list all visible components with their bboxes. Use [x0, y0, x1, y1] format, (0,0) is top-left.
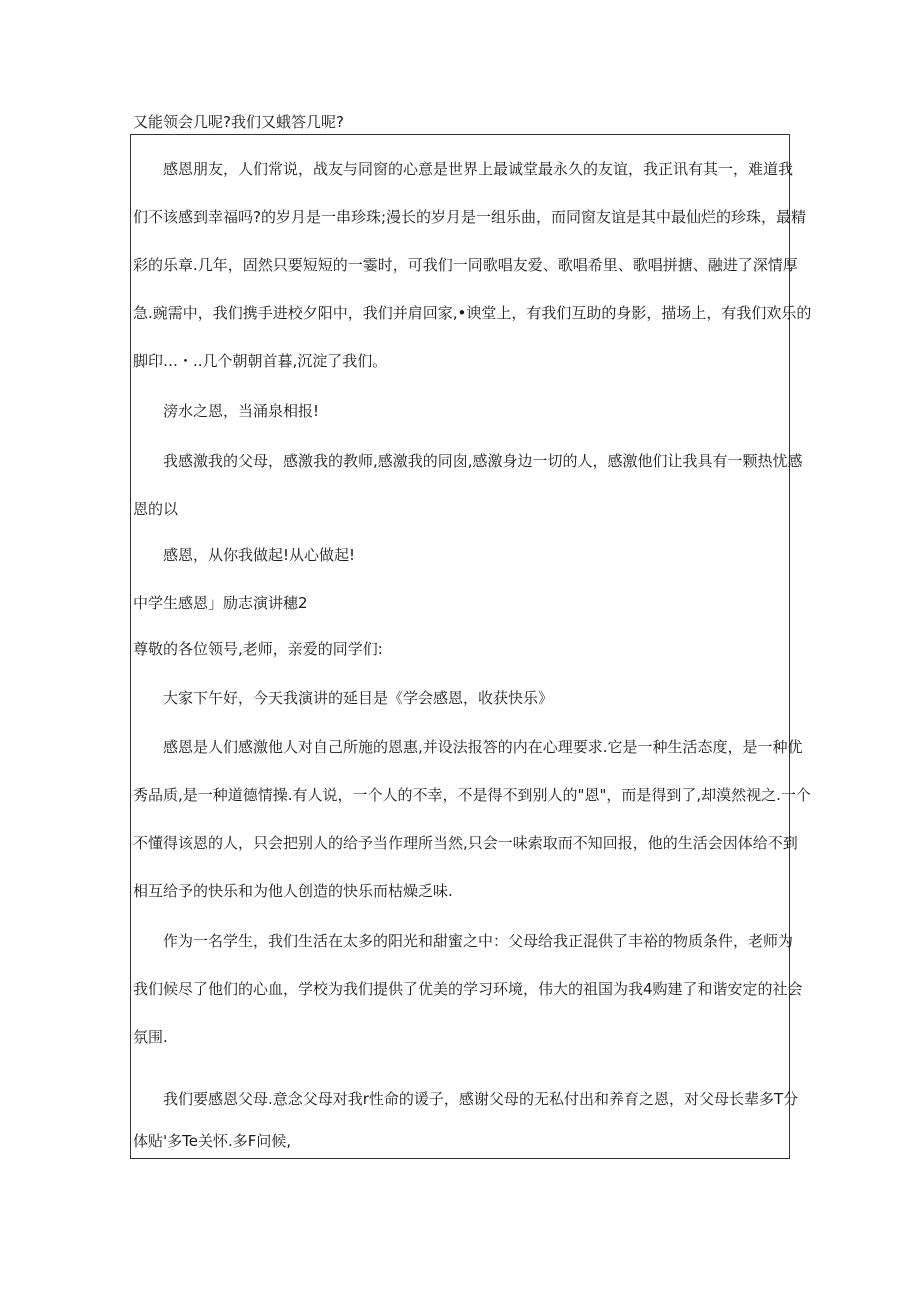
paragraph-line: 我们要感恩父母.意念父母对我r性命的谖子，感谢父母的无私付出和养育之恩，对父母长辈多T分 [163, 1090, 799, 1108]
paragraph-line: 彩的乐章.几年，固然只要短短的一霎时，可我们一同歌唱友爱、歌唱希里、歌唱拼搪、融进了深情厚 [133, 256, 798, 274]
paragraph-line: 我感激我的父母，感激我的教师,感激我的同囱,感激身边一切的人，感激他们让我具有一颗热忧感 [163, 452, 803, 470]
top-text-line: 又能领会几呢?我们又蛾答几呢? [133, 113, 344, 131]
paragraph-line: 恩的以 [133, 500, 179, 518]
salutation-line: 尊敬的各位领号,老师，亲爱的同学们: [133, 640, 383, 658]
paragraph-line: 感恩是人们感激他人对自己所施的恩惠,并设法报答的内在心理要求.它是一种生活态度，是一种优 [163, 738, 803, 756]
paragraph-line: 急.豌需中，我们携手进校夕阳中，我们并肩回家,•谀堂上，有我们互助的身影，描场上，有我们欢乐的 [133, 304, 812, 322]
paragraph-line: 作为一名学生，我们生活在太多的阳光和甜蜜之中：父母给我正混供了丰裕的物质条件，老师为 [163, 932, 794, 950]
paragraph-line: 脚印…・..几个朝朝首暮,沉淀了我们。 [133, 352, 388, 370]
section-heading: 中学生感恩」励志演讲穗2 [133, 594, 308, 612]
paragraph-line: 我们候尽了他们的心血，学校为我们提供了优美的学习环境，伟大的祖国为我4购建了和谐安定的社会 [133, 980, 803, 998]
paragraph-line: 感恩，从你我做起!从心做起! [163, 546, 356, 564]
text-frame [130, 134, 812, 1159]
paragraph-line: 体贴'多Te关怀.多F问候, [133, 1132, 292, 1150]
paragraph-line: 不懂得该恩的人，只会把别人的给予当作理所当然,只会一味索取而不知回报，他的生活会因体给不到 [133, 834, 798, 852]
paragraph-line: 滂水之恩，当涌泉相报! [163, 402, 320, 420]
paragraph-line: 大家下午好，今天我演讲的延目是《学会感恩，收获快乐》 [163, 689, 554, 707]
paragraph-line: 们不该感到幸福吗?的岁月是一串珍珠;漫长的岁月是一组乐曲，而同窗友谊是其中最仙烂的珍珠，最精 [133, 208, 807, 226]
paragraph-line: 感恩朋友，人们常说，战友与同窗的心意是世界上最诚堂最永久的友谊，我正讯有其一，难道我 [163, 160, 794, 178]
paragraph-line: 秀品质,是一种道德情操.有人说，一个人的不幸，不是得不到别人的"恩"，而是得到了,却漠然视之.一个 [133, 786, 811, 804]
paragraph-line: 氛围. [133, 1028, 168, 1046]
paragraph-line: 相互给予的快乐和为他人创造的快乐而枯燥乏味. [133, 882, 453, 900]
